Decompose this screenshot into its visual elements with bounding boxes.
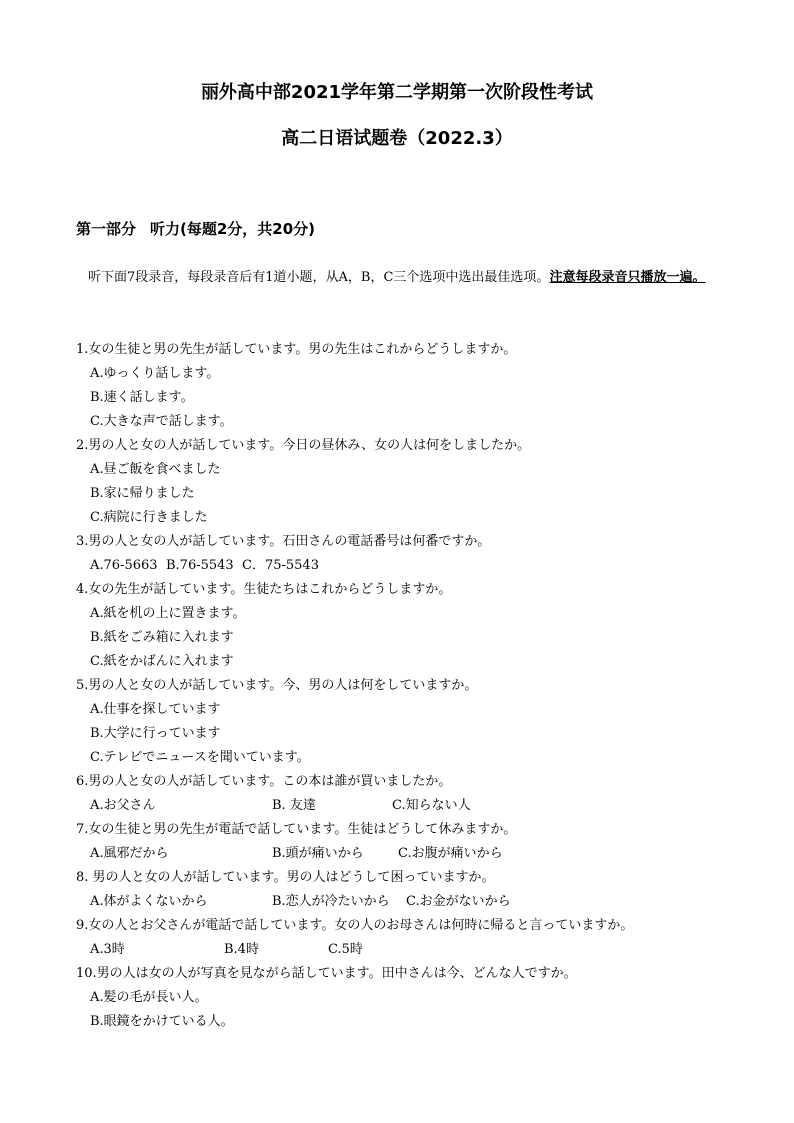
option-2c: C.病院に行きました bbox=[90, 510, 208, 525]
options-row-6 bbox=[76, 794, 736, 818]
question-6: 6.男の人と女の人が話しています。この本は誰が買いましたか。 bbox=[76, 774, 452, 789]
option-1c: C.大きな声で話します。 bbox=[90, 414, 233, 429]
option-6c: C.知らない人 bbox=[392, 798, 471, 813]
question-5: 5.男の人と女の人が話しています。今、男の人は何をしていますか。 bbox=[76, 678, 478, 693]
option-10b: B.眼鏡をかけている人。 bbox=[90, 1014, 234, 1029]
section-heading bbox=[76, 218, 315, 239]
exam-title: 丽外高中部2021学年第二学期第一次阶段性考试 bbox=[200, 82, 594, 103]
option-4c: C.紙をかばんに入れます bbox=[90, 654, 234, 669]
option-9b: B.4時 bbox=[224, 942, 259, 957]
question-7: 7.女の生徒と男の先生が電話で話しています。生徒はどうして休みますか。 bbox=[76, 822, 517, 837]
option-7b: B.頭が痛いから bbox=[272, 846, 364, 861]
option-7c: C.お腹が痛いから bbox=[398, 846, 503, 861]
option-2b: B.家に帰りました bbox=[90, 486, 195, 501]
question-2: 2.男の人と女の人が話しています。今日の昼休み、女の人は何をしましたか。 bbox=[76, 438, 531, 453]
question-4: 4.女の先生が話しています。生徒たちはこれからどうしますか。 bbox=[76, 582, 452, 597]
options-row-3 bbox=[76, 554, 736, 578]
option-7a: A.風邪だから bbox=[90, 846, 169, 861]
option-3c: C．75-5543 bbox=[242, 558, 319, 573]
option-9a: A.3時 bbox=[90, 942, 125, 957]
instructions bbox=[76, 266, 726, 290]
option-5b: B.大学に行っています bbox=[90, 726, 221, 741]
option-3b: B.76-5543 bbox=[166, 558, 234, 573]
options-row-9 bbox=[76, 938, 736, 962]
question-9: 9.女の人とお父さんが電話で話しています。女の人のお母さんは何時に帰ると言っていますか。 bbox=[76, 918, 634, 933]
option-3a: A.76-5663 bbox=[90, 558, 158, 573]
option-6b: B. 友達 bbox=[272, 798, 316, 813]
options-row-7 bbox=[76, 842, 736, 866]
option-5a: A.仕事を探しています bbox=[90, 702, 221, 717]
option-2a: A.昼ご飯を食べました bbox=[90, 462, 221, 477]
option-8a: A.体がよくないから bbox=[90, 894, 208, 909]
option-9c: C.5時 bbox=[328, 942, 363, 957]
instructions-emphasis: 注意每段录音只播放一遍。 bbox=[549, 270, 706, 285]
option-5c: C.テレビでニュースを聞いています。 bbox=[90, 750, 310, 765]
option-10a: A.髪の毛が長い人。 bbox=[90, 990, 208, 1005]
exam-subtitle: 高二日语试题卷（2022.3） bbox=[281, 128, 513, 149]
question-10: 10.男の人は女の人が写真を見ながら話しています。田中さんは今、どんな人ですか。 bbox=[76, 966, 577, 981]
option-8c: C.お金がないから bbox=[406, 894, 511, 909]
option-4b: B.紙をごみ箱に入れます bbox=[90, 630, 234, 645]
instructions-text: 听下面7段录音，每段录音后有1道小题，从A，B，C三个选项中选出最佳选项。 bbox=[88, 270, 550, 285]
question-1: 1.女の生徒と男の先生が話しています。男の先生はこれからどうしますか。 bbox=[76, 342, 517, 357]
question-list bbox=[76, 338, 736, 1034]
section-name: 第一部分 bbox=[76, 220, 137, 238]
section-desc: 听力(每题2分，共20分) bbox=[150, 220, 316, 238]
options-row-8 bbox=[76, 890, 736, 914]
option-4a: A.紙を机の上に置きます。 bbox=[90, 606, 246, 621]
option-1b: B.速く話します。 bbox=[90, 390, 194, 405]
question-8: 8. 男の人と女の人が話しています。男の人はどうして困っていますか。 bbox=[76, 870, 495, 885]
option-8b: B.恋人が冷たいから bbox=[272, 894, 390, 909]
question-3: 3.男の人と女の人が話しています。石田さんの電話番号は何番ですか。 bbox=[76, 534, 491, 549]
option-6a: A.お父さん bbox=[90, 798, 156, 813]
option-1a: A.ゆっくり話します。 bbox=[90, 366, 220, 381]
